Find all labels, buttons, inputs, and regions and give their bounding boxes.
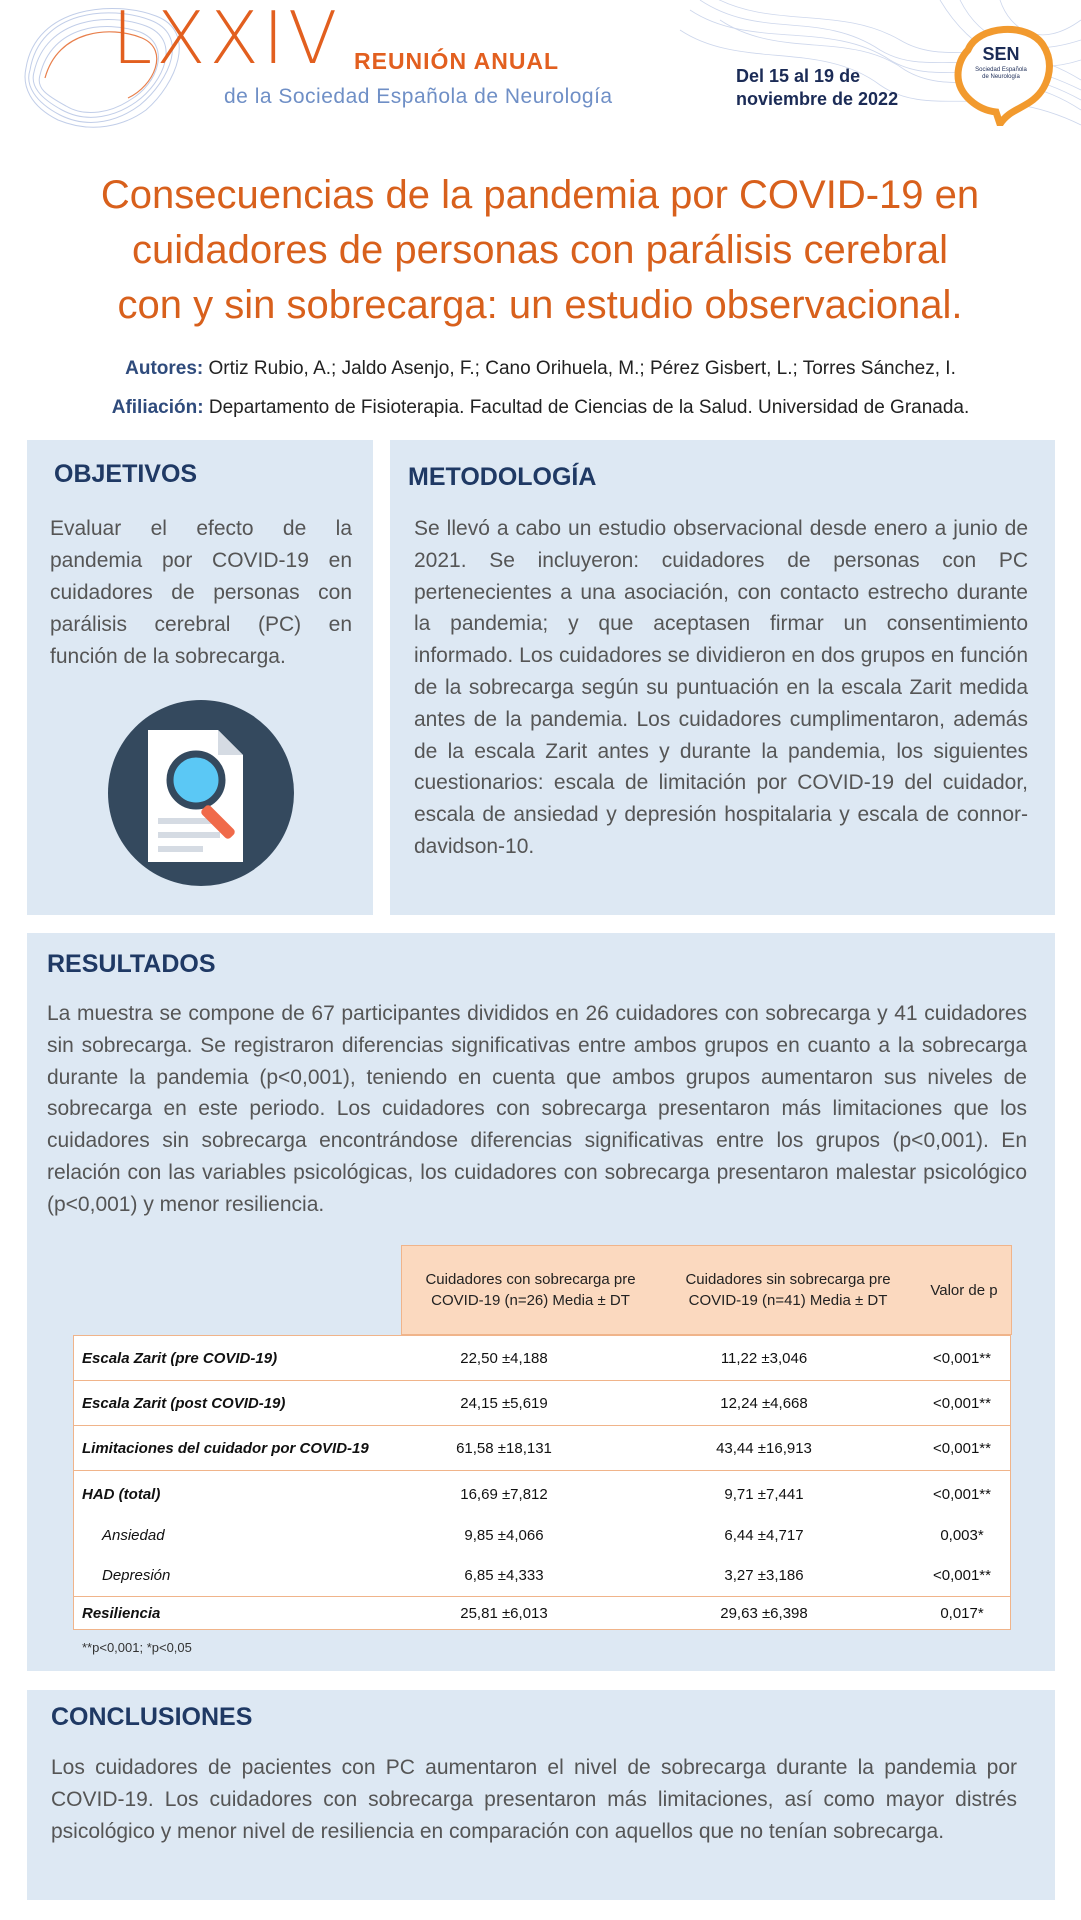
sen-logo-sub2: de Neurología <box>982 73 1020 80</box>
results-table <box>73 1335 1011 1630</box>
document-search-icon <box>108 700 294 886</box>
row-p-value: <0,001** <box>933 1394 991 1412</box>
affiliation-text: Departamento de Fisioterapia. Facultad de Ciencias de la Salud. Universidad de Granada. <box>203 397 970 418</box>
authors-line <box>30 358 1051 380</box>
row-value-with-overload: 9,85 ±4,066 <box>464 1526 544 1544</box>
conclusiones-title: CONCLUSIONES <box>51 1703 253 1731</box>
resultados-text: La muestra se compone de 67 participantes divididos en 26 cuidadores con sobrecarga y 41 cuidadores sin sobrecarga. Se registraron diferencias significativas entre ambos grupos en cuanto a la sobrecarga durante la pandemia (p<0,001), teniendo en cuenta que ambos grupos aumentaron sus niveles de sobrecarga en este periodo. Los cuidadores con sobrecarga presentaron más limitaciones que los cuidadores sin sobrecarga encontrándose diferencias significativas entre los grupos (p<0,001). En relación con las variables psicológicas, los cuidadores con sobrecarga presentaron malestar psicológico (p<0,001) y menor resiliencia. <box>47 1002 1027 1216</box>
conclusiones-text: Los cuidadores de pacientes con PC aumentaron el nivel de sobrecarga durante la pandemia por COVID-19. Los cuidadores con sobrecarga presentaron más limitaciones, así como mayor distrés psicológico y menor nivel de resiliencia en comparación con aquellos que no tenían sobrecarga. <box>51 1756 1017 1843</box>
title-line1: Consecuencias de la pandemia por COVID-19 en <box>100 173 980 217</box>
table-row <box>74 1597 1010 1630</box>
title-line3: con y sin sobrecarga: un estudio observacional. <box>117 283 963 327</box>
congress-dates <box>736 65 898 110</box>
poster-title <box>40 168 1040 333</box>
row-value-with-overload: 22,50 ±4,188 <box>460 1349 548 1367</box>
row-value-with-overload: 6,85 ±4,333 <box>464 1566 544 1584</box>
row-value-without-overload: 3,27 ±3,186 <box>724 1566 804 1584</box>
row-value-without-overload: 9,71 ±7,441 <box>724 1485 804 1503</box>
row-label: Escala Zarit (pre COVID-19) <box>82 1349 278 1367</box>
row-p-value: <0,001** <box>933 1566 991 1584</box>
sen-logo-subtext <box>946 67 1056 81</box>
row-label: Limitaciones del cuidador por COVID-19 <box>82 1439 369 1457</box>
row-value-without-overload: 11,22 ±3,046 <box>720 1349 808 1367</box>
dates-line1: Del 15 al 19 de <box>736 66 861 86</box>
table-row <box>74 1471 1010 1597</box>
table-row <box>74 1336 1010 1381</box>
sen-logo-text: SEN <box>982 44 1020 64</box>
congress-header <box>0 0 1081 140</box>
row-value-without-overload: 43,44 ±16,913 <box>716 1439 812 1457</box>
row-p-value: <0,001** <box>933 1349 991 1367</box>
dates-line2: noviembre de 2022 <box>736 88 899 109</box>
authors-text: Ortiz Rubio, A.; Jaldo Asenjo, F.; Cano Orihuela, M.; Pérez Gisbert, L.; Torres Sánchez, I. <box>203 358 956 379</box>
row-value-without-overload: 29,63 ±6,398 <box>720 1605 808 1622</box>
sen-logo-sub1: Sociedad Española <box>975 67 1027 73</box>
row-label: Resiliencia <box>82 1605 161 1622</box>
row-p-value: <0,001** <box>933 1485 991 1503</box>
row-label: Depresión <box>102 1566 171 1584</box>
row-value-with-overload: 16,69 ±7,812 <box>460 1485 548 1503</box>
row-value-without-overload: 12,24 ±4,668 <box>720 1394 808 1412</box>
table-header-with-overload: Cuidadores con sobrecarga pre COVID-19 (n=26) Media ± DT <box>401 1245 660 1335</box>
table-footnote: **p<0,001; *p<0,05 <box>82 1640 192 1655</box>
congress-label: REUNIÓN ANUAL <box>354 48 560 74</box>
row-value-with-overload: 24,15 ±5,619 <box>460 1394 548 1412</box>
authors-label: Autores: <box>125 358 204 379</box>
row-label: Ansiedad <box>102 1526 165 1544</box>
row-label: Escala Zarit (post COVID-19) <box>82 1394 286 1412</box>
row-p-value: 0,003* <box>940 1526 984 1544</box>
row-label: HAD (total) <box>82 1485 161 1503</box>
row-p-value: 0,017* <box>940 1605 984 1622</box>
table-row <box>74 1381 1010 1426</box>
congress-number: LXXIV <box>112 0 342 80</box>
affiliation-label: Afiliación: <box>111 397 204 418</box>
metodologia-title: METODOLOGÍA <box>408 463 597 491</box>
row-value-without-overload: 6,44 ±4,717 <box>724 1526 804 1544</box>
metodologia-text: Se llevó a cabo un estudio observacional desde enero a junio de 2021. Se incluyeron: cuidadores de personas con PC pertenecientes a una asociación, con contacto estrecho durante la pandemia; y que aceptasen firmar un consentimiento informado. Los cuidadores se dividieron en dos grupos en función de la sobrecarga según su puntuación en la escala Zarit medida antes de la pandemia. Los cuidadores cumplimentaron, además de la escala Zarit antes y durante la pandemia, los siguientes cuestionarios: escala de limitación por COVID-19 del cuidador, escala de ansiedad y depresión hospitalaria y escala de connor-davidson-10. <box>414 517 1028 858</box>
title-line2: cuidadores de personas con parálisis cerebral <box>131 228 948 272</box>
affiliation-line <box>30 397 1051 419</box>
table-row <box>74 1426 1010 1471</box>
objetivos-title: OBJETIVOS <box>54 460 198 488</box>
row-value-with-overload: 61,58 ±18,131 <box>456 1439 552 1457</box>
table-header-p-value: Valor de p <box>917 1245 1012 1335</box>
resultados-title: RESULTADOS <box>47 950 216 978</box>
society-name: de la Sociedad Española de Neurología <box>224 85 613 108</box>
row-value-with-overload: 25,81 ±6,013 <box>460 1605 548 1622</box>
objetivos-text: Evaluar el efecto de la pandemia por COVID-19 en cuidadores de personas con parálisis cerebral (PC) en función de la sobrecarga. <box>50 517 352 668</box>
table-header-without-overload: Cuidadores sin sobrecarga pre COVID-19 (n=41) Media ± DT <box>659 1245 918 1335</box>
row-p-value: <0,001** <box>933 1439 991 1457</box>
